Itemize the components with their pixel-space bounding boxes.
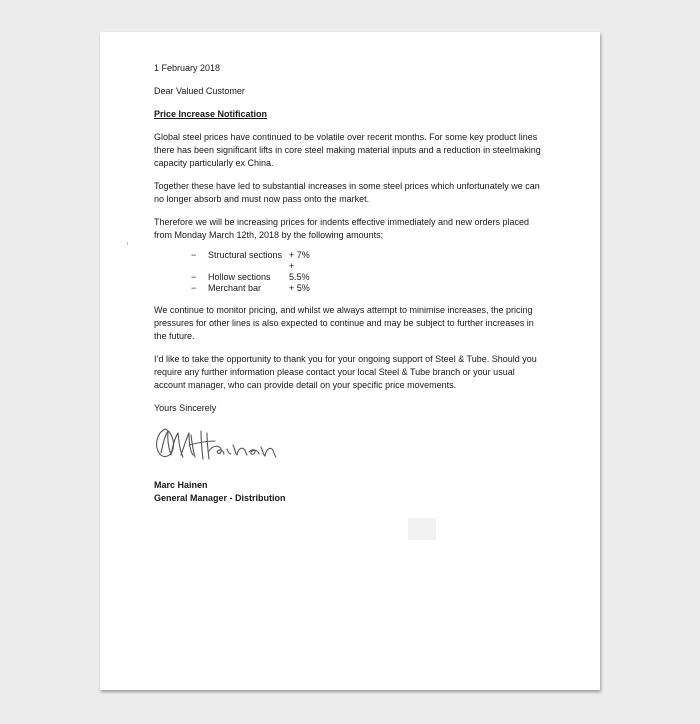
- paragraph-2: Together these have led to substantial increases in some steel prices which unfortunately we can no longer absorb and must now pass onto the market.: [154, 181, 540, 204]
- signatory-title: General Manager - Distribution: [154, 493, 286, 503]
- letter-title: Price Increase Notification: [154, 109, 268, 119]
- paragraph-4: We continue to monitor pricing, and whilst we always attempt to minimise increases, the pricing pressures for other lines is also expected to continue and may be subject to further increases in the future.: [154, 305, 534, 341]
- list-item: [191, 250, 544, 261]
- bullet-dash: −: [191, 250, 197, 260]
- price-increase-list: [191, 250, 544, 294]
- letter-page: [100, 32, 600, 690]
- salutation: Dear Valued Customer: [154, 86, 245, 96]
- signature-text: MHainen: [351, 459, 356, 460]
- item-label: Hollow sections: [208, 272, 271, 282]
- paragraph-1: Global steel prices have continued to be volatile over recent months. For some key product lines there has been significant lifts in core steel making material inputs and a reduction in steelmaking capacity particularly ex China.: [154, 132, 541, 168]
- letter-date: 1 February 2018: [154, 63, 221, 73]
- item-label: Structural sections: [208, 250, 283, 260]
- paragraph-5: I’d like to take the opportunity to thank you for your ongoing support of Steel & Tube. Should you require any further information please contact your local Steel & Tube branch or your usual account manager, who can provide detail on your specific price movements.: [154, 354, 537, 390]
- paragraph-3: Therefore we will be increasing prices for indents effective immediately and new orders placed from Monday March 12th, 2018 by the following amounts;: [154, 217, 530, 240]
- item-label: Merchant bar: [208, 283, 262, 293]
- handwritten-signature: [151, 419, 356, 467]
- item-value: 5.5%: [289, 272, 310, 282]
- item-value: + 7%: [289, 250, 310, 260]
- stray-plus: +: [289, 261, 295, 271]
- letter-body: [154, 62, 544, 505]
- bullet-dash: −: [191, 272, 197, 282]
- blank-box: [408, 518, 436, 540]
- list-item: [191, 283, 544, 294]
- bullet-dash: −: [191, 283, 197, 293]
- scan-mark: [127, 242, 128, 245]
- closing: Yours Sincerely: [154, 403, 217, 413]
- list-item: [191, 272, 544, 283]
- signatory-name: Marc Hainen: [154, 480, 208, 490]
- item-value: + 5%: [289, 283, 310, 293]
